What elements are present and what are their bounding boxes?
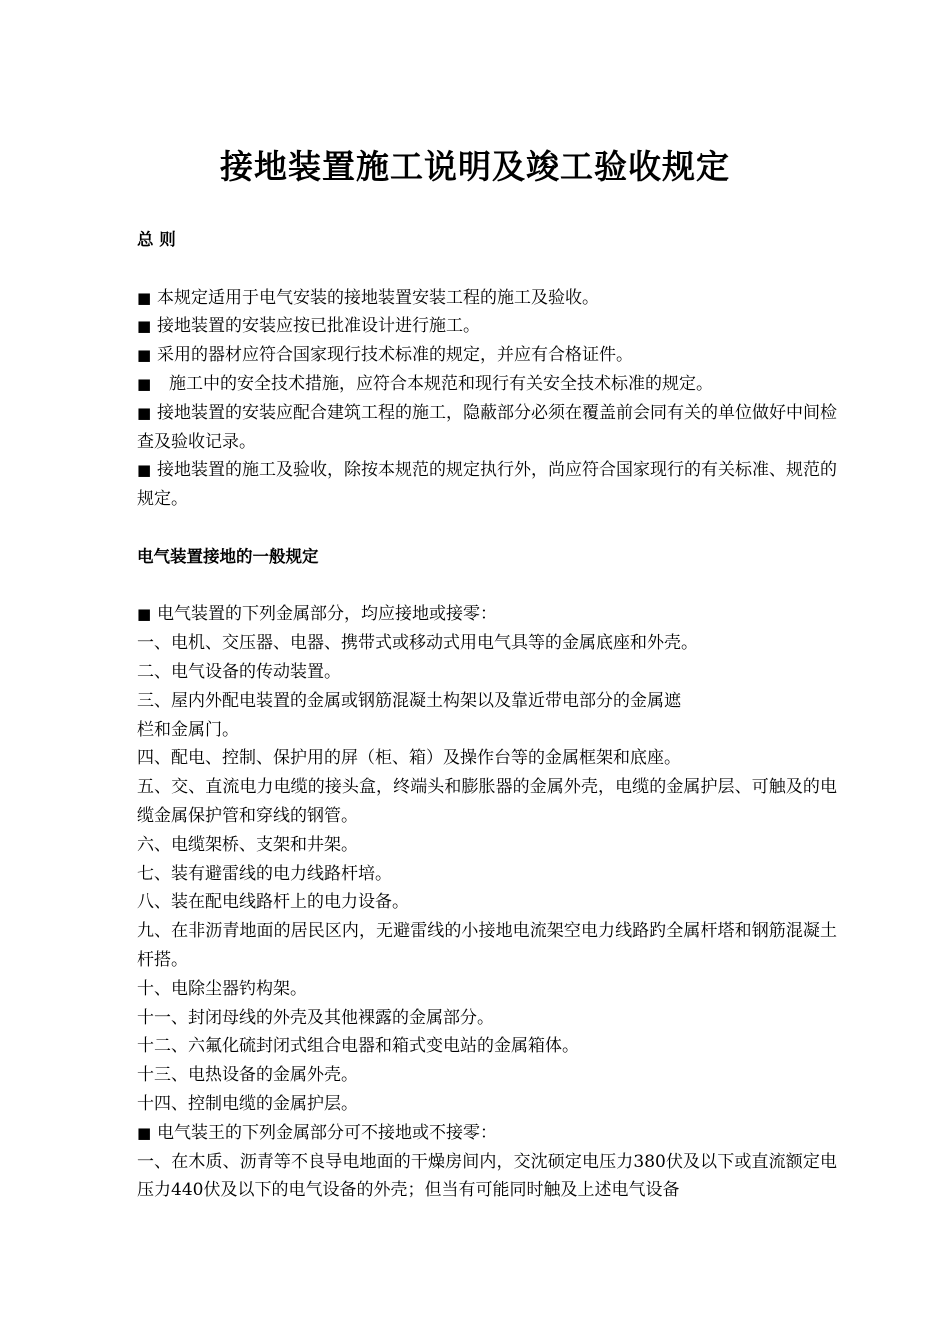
square-bullet-icon: ■ (137, 317, 152, 336)
list-item: 四、配电、控制、保护用的屏（柜、箱）及操作台等的金属框架和底座。 (137, 748, 681, 769)
list-item: 一、在木质、沥青等不良导电地面的干燥房间内，交沈硕定电压力380伏及以下或直流额定电压力440伏及以下的电气设备的外壳；但当有可能同时触及上述电气设备 (137, 1151, 837, 1201)
list-item: 三、屋内外配电装置的金属或钢筋混凝土构架以及靠近带电部分的金属遮 (137, 690, 681, 711)
blank-line (137, 572, 837, 601)
list-item: 八、装在配电线路杆上的电力设备。 (137, 892, 409, 913)
section-heading-general: 总 则 (137, 230, 176, 249)
list-item: ■ 接地装置的安装应配合建筑工程的施工，隐蔽部分必须在覆盖前会同有关的单位做好中间检查及验收记录。 (137, 399, 837, 457)
list-item: 一、电机、交压器、电器、携带式或移动式用电气具等的金属底座和外壳。 (137, 633, 698, 654)
list-item: 十、电除尘器钓构架。 (137, 978, 307, 999)
list-item: 栏和金属门。 (137, 719, 239, 740)
blank-line (137, 514, 837, 543)
square-bullet-icon: ■ (137, 288, 152, 307)
square-bullet-icon: ■ (137, 346, 152, 365)
square-bullet-icon: ■ (137, 605, 152, 624)
list-item: 五、交、直流电力电缆的接头盒，终端头和膨胀器的金属外壳，电缆的金属护层、可触及的电缆金属保护管和穿线的钢管。 (137, 777, 837, 826)
list-item: ■ 本规定适用于电气安装的接地装置安装工程的施工及验收。 (137, 284, 837, 313)
list-item: 十一、封闭母线的外壳及其他裸露的金属部分。 (137, 1007, 494, 1028)
section-heading-grounding-rules: 电气装置接地的一般规定 (137, 546, 319, 566)
document-title: 接地装置施工说明及竣工验收规定 (220, 147, 730, 186)
list-item: ■ 采用的器材应符合国家现行技术标准的规定，并应有合格证件。 (137, 341, 837, 370)
square-bullet-icon: ■ (137, 403, 152, 422)
square-bullet-icon: ■ (137, 374, 152, 393)
list-item: 十三、电热设备的金属外壳。 (137, 1065, 358, 1086)
list-item: 九、在非沥青地面的居民区内，无避雷线的小接地电流架空电力线路趵全属杆塔和钢筋混凝土杆搭。 (137, 921, 837, 970)
list-intro: ■ 电气装王的下列金属部分可不接地或不接零： (137, 1119, 837, 1148)
list-item: 六、电缆架桥、支架和井架。 (137, 834, 358, 855)
document-body (137, 226, 837, 1205)
list-item: ■ 接地装置的安装应按已批准设计进行施工。 (137, 312, 837, 341)
list-item: 二、电气设备的传动装置。 (137, 661, 341, 682)
list-intro: ■ 电气装置的下列金属部分，均应接地或接零： (137, 600, 837, 629)
square-bullet-icon: ■ (137, 461, 152, 480)
list-item: ■ 施工中的安全技术措施，应符合本规范和现行有关安全技术标准的规定。 (137, 370, 837, 399)
square-bullet-icon: ■ (137, 1123, 152, 1142)
list-item: ■ 接地装置的施工及验收，除按本规范的规定执行外，尚应符合国家现行的有关标准、规范的规定。 (137, 456, 837, 514)
list-item: 十二、六氟化硫封闭式组合电器和箱式变电站的金属箱体。 (137, 1036, 579, 1057)
list-item: 十四、控制电缆的金属护层。 (137, 1093, 358, 1114)
blank-line (137, 255, 837, 284)
list-item: 七、装有避雷线的电力线路杆培。 (137, 863, 392, 884)
